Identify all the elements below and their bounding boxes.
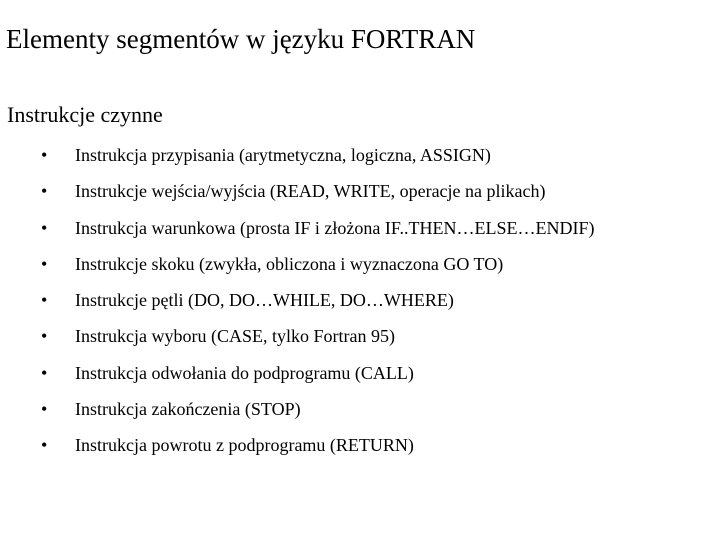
bullet-icon: • xyxy=(41,399,48,420)
list-item-text: Instrukcja wyboru (CASE, tylko Fortran 95) xyxy=(75,326,395,347)
list-item-text: Instrukcja powrotu z podprogramu (RETURN) xyxy=(75,435,414,456)
slide-title: Elementy segmentów w języku FORTRAN xyxy=(6,24,476,54)
bullet-icon: • xyxy=(41,217,48,238)
list-item-text: Instrukcja odwołania do podprogramu (CALL) xyxy=(75,362,414,383)
bullet-icon: • xyxy=(41,253,48,274)
list-item-text: Instrukcje wejścia/wyjścia (READ, WRITE, operacje na plikach) xyxy=(75,181,546,202)
bullet-icon: • xyxy=(41,181,48,202)
list-item-text: Instrukcja przypisania (arytmetyczna, logiczna, ASSIGN) xyxy=(75,145,491,165)
section-heading: Instrukcje czynne xyxy=(7,102,163,127)
bullet-icon: • xyxy=(41,326,48,347)
bullet-icon: • xyxy=(41,145,48,165)
bullet-icon: • xyxy=(41,435,48,456)
list-item-text: Instrukcje skoku (zwykła, obliczona i wyznaczona GO TO) xyxy=(75,253,504,274)
bullet-icon: • xyxy=(41,290,48,311)
bullet-icon: • xyxy=(41,362,48,383)
list-item-text: Instrukcje pętli (DO, DO…WHILE, DO…WHERE) xyxy=(75,290,454,311)
list-item-text: Instrukcja warunkowa (prosta IF i złożona IF..THEN…ELSE…ENDIF) xyxy=(75,217,595,238)
list-item-text: Instrukcja zakończenia (STOP) xyxy=(75,399,301,420)
